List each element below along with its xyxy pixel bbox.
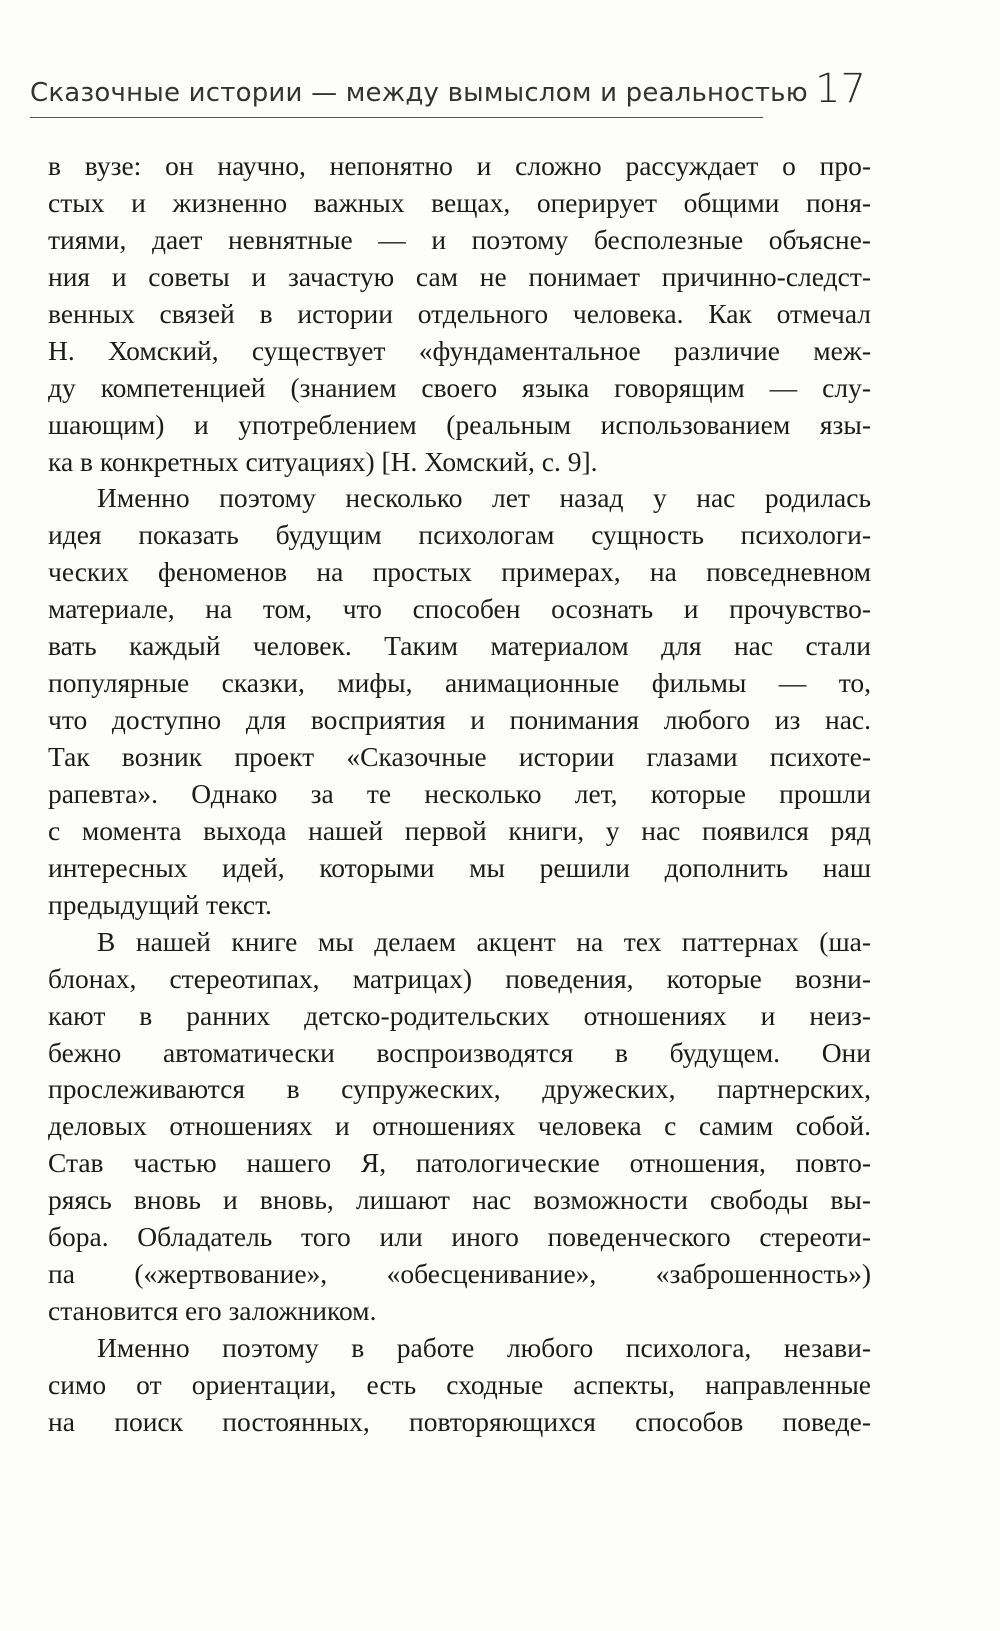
text-line: с момента выхода нашей первой книги, у нас появился ряд xyxy=(48,814,871,846)
text-line: становится его заложником. xyxy=(48,1295,377,1327)
text-line: кают в ранних детско-родительских отношениях и неиз- xyxy=(48,999,871,1031)
paragraph xyxy=(48,480,871,923)
text-line: симо от ориентации, есть сходные аспекты, направленные xyxy=(48,1368,871,1400)
text-line: ка в конкретных ситуациях) [Н. Хомский, с. 9]. xyxy=(48,445,598,477)
text-line: па («жертвование», «обесценивание», «заброшенность») xyxy=(48,1258,871,1290)
text-line: в вузе: он научно, непонятно и сложно рассуждает о про- xyxy=(48,150,871,181)
text-line: предыдущий текст. xyxy=(48,888,272,920)
text-line: интересных идей, которыми мы решили дополнить наш xyxy=(48,851,871,883)
text-line: прослеживаются в супружеских, дружеских, партнерских, xyxy=(48,1073,871,1105)
text-line: деловых отношениях и отношениях человека с самим собой. xyxy=(48,1110,871,1142)
paragraph xyxy=(48,924,871,1330)
text-line: материале, на том, что способен осознать и прочувство- xyxy=(48,593,871,625)
text-line: шающим) и употреблением (реальным использованием язы- xyxy=(48,408,871,440)
header-rule xyxy=(30,117,763,118)
text-line: что доступно для восприятия и понимания любого из нас. xyxy=(48,704,871,736)
text-line: ческих феноменов на простых примерах, на повседневном xyxy=(48,556,871,588)
page-number: 17 xyxy=(815,66,866,112)
text-line: на поиск постоянных, повторяющихся способов поведе- xyxy=(48,1405,871,1437)
text-line: Став частью нашего Я, патологические отношения, повто- xyxy=(48,1147,871,1179)
text-line: Н. Хомский, существует «фундаментальное различие меж- xyxy=(48,334,871,366)
text-line: рапевта». Однако за те несколько лет, которые прошли xyxy=(48,777,871,809)
text-line: популярные сказки, мифы, анимационные фильмы — то, xyxy=(48,667,871,699)
text-line: Именно поэтому в работе любого психолога, незави- xyxy=(97,1332,871,1363)
text-line: тиями, дает невнятные — и поэтому бесполезные объясне- xyxy=(48,223,871,255)
text-line: В нашей книге мы делаем акцент на тех паттернах (ша- xyxy=(97,925,871,957)
text-line: бора. Обладатель того или иного поведенческого стереоти- xyxy=(48,1221,871,1253)
text-line: блонах, стереотипах, матрицах) поведения, которые возни- xyxy=(48,962,871,994)
text-line: венных связей в истории отдельного человека. Как отмечал xyxy=(48,297,871,329)
text-line: бежно автоматически воспроизводятся в будущем. Они xyxy=(48,1036,871,1068)
text-line: Именно поэтому несколько лет назад у нас родилась xyxy=(97,482,871,514)
text-line: ния и советы и зачастую сам не понимает причинно-следст- xyxy=(48,260,871,292)
text-line: ряясь вновь и вновь, лишают нас возможности свободы вы- xyxy=(48,1184,871,1216)
text-line: Так возник проект «Сказочные истории глазами психоте- xyxy=(48,741,871,772)
text-line: ду компетенцией (знанием своего языка говорящим — слу- xyxy=(48,371,871,403)
text-line: идея показать будущим психологам сущность психологи- xyxy=(48,519,871,551)
text-line: стых и жизненно важных вещах, оперирует общими поня- xyxy=(48,186,871,218)
body-text xyxy=(48,148,871,1441)
paragraph xyxy=(48,1330,871,1441)
paragraph xyxy=(48,148,871,480)
running-title: Сказочные истории — между вымыслом и реальностью xyxy=(30,78,808,108)
text-line: вать каждый человек. Таким материалом для нас стали xyxy=(48,630,871,662)
